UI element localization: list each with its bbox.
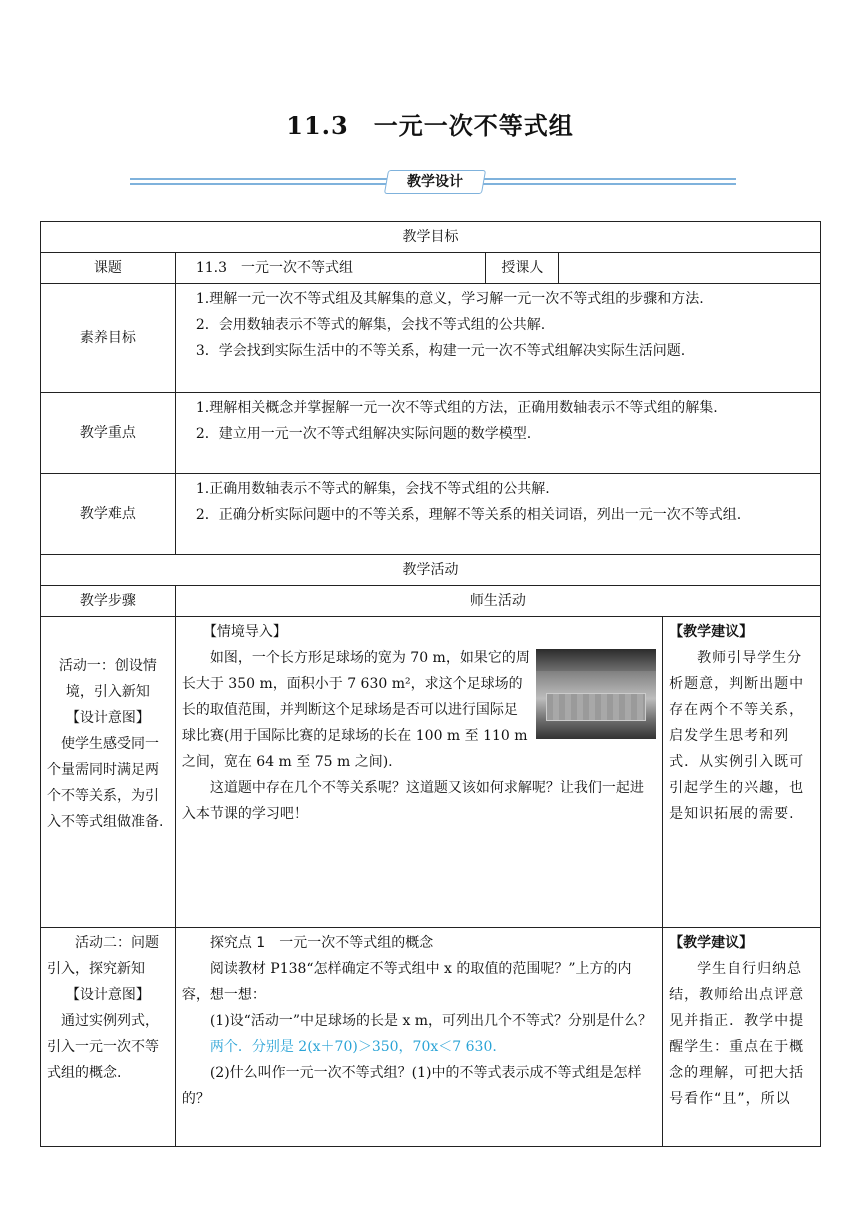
page-title: 11.3 一元一次不等式组 [286,111,574,140]
literacy-item: 2．会用数轴表示不等式的解集，会找不等式组的公共解. [195,317,546,333]
keypoint-content [175,393,820,474]
activity-2-suggest-head: 【教学建议】 [669,935,754,951]
col-step-header: 教学步骤 [41,586,176,617]
difficulty-content [175,474,820,555]
activity-2-head: 探究点 1 一元一次不等式组的概念 [209,935,434,951]
activity-2-q1: (1)设“活动一”中足球场的长是 x m，可列出几个不等式？分别是什么？ [209,1013,653,1029]
activity-2-step [41,928,176,1147]
literacy-row [41,284,821,393]
topic-label: 课题 [41,253,176,284]
activity-1-title: 活动一：创设情境，引入新知 [58,658,157,700]
keypoint-item: 2．建立用一元一次不等式组解决实际问题的数学模型. [195,426,532,442]
stadium-field [546,693,646,721]
activity-2-title: 活动二：问题引入，探究新知 [47,935,159,977]
objectives-header: 教学目标 [41,222,821,253]
activity-1-p1: 如图，一个长方形足球场的宽为 70 m，如果它的周长大于 350 m，面积小于 7 630 m²，求这个足球场的长的取值范围，并判断这个足球场是否可以进行国际足球比赛(用于国际比赛的足球场的长在 100 m 至 110 m 之间，宽在 64 m 至 75 m 之间). [181,650,530,770]
section-banner [130,170,736,194]
activity-2-p1: 阅读教材 P138“怎样确定不等式组中 x 的取值的范围呢？”上方的内容，想一想： [181,961,632,1003]
activity-2-suggest [663,928,821,1147]
activities-colhead-row [41,586,821,617]
activity-2-intent-text: 通过实例列式，引入一元一次不等式组的概念. [47,1013,159,1081]
stadium-roof [536,649,656,671]
literacy-item: 1.理解一元一次不等式组及其解集的意义，学习解一元一次不等式组的步骤和方法. [195,291,704,307]
activity-2-q2: (2)什么叫作一元一次不等式组？(1)中的不等式表示成不等式组是怎样的？ [181,1065,642,1107]
difficulty-label: 教学难点 [41,474,176,555]
literacy-item: 3．学会找到实际生活中的不等关系，构建一元一次不等式组解决实际生活问题. [195,343,686,359]
activity-1-head: 【情境导入】 [202,624,287,640]
activity-1-intent-text: 使学生感受同一个量需同时满足两个不等关系，为引入不等式组做准备. [47,736,164,830]
teacher-value [559,253,821,284]
col-activity-header: 师生活动 [175,586,820,617]
activity-1-intent-label: 【设计意图】 [65,710,150,726]
activity-1-suggest-text: 教师引导学生分析题意，判断出题中存在两个不等关系，启发学生思考和列式．从实例引入既可引起学生的兴趣，也是知识拓展的需要. [669,650,805,822]
activity-1-suggest-head: 【教学建议】 [669,624,754,640]
activity-2-content [175,928,662,1147]
activity-1-row [41,617,821,928]
banner-tag [384,170,486,194]
difficulty-item: 2．正确分析实际问题中的不等关系，理解不等关系的相关词语，列出一元一次不等式组. [195,507,742,523]
difficulty-item: 1.正确用数轴表示不等式的解集，会找不等式组的公共解. [195,481,550,497]
activities-header: 教学活动 [41,555,821,586]
objectives-header-row [41,222,821,253]
keypoint-row [41,393,821,474]
activity-1-step [41,617,176,928]
topic-row [41,253,821,284]
teacher-label: 授课人 [486,253,559,284]
lesson-plan-table [40,221,821,1147]
activity-1-content [175,617,662,928]
keypoint-item: 1.理解相关概念并掌握解一元一次不等式组的方法，正确用数轴表示不等式组的解集. [195,400,718,416]
activity-1-p2: 这道题中存在几个不等关系呢？这道题又该如何求解呢？让我们一起进入本节课的学习吧！ [181,780,644,822]
activity-2-intent-label: 【设计意图】 [65,987,150,1003]
activities-header-row [41,555,821,586]
activity-1-suggest [663,617,821,928]
activity-2-a1: 两个．分别是 2(x＋70)＞350，70x＜7 630. [209,1039,497,1055]
activity-2-row [41,928,821,1147]
activity-2-suggest-text: 学生自行归纳总结，教师给出点评意见并指正．教学中提醒学生：重点在于概念的理解，可把大括号看作“且”，所以 [669,961,805,1107]
topic-value: 11.3 一元一次不等式组 [175,253,486,284]
literacy-content [175,284,820,393]
difficulty-row [41,474,821,555]
literacy-label: 素养目标 [41,284,176,393]
keypoint-label: 教学重点 [41,393,176,474]
stadium-photo [536,649,656,739]
banner-label: 教学设计 [407,174,463,190]
